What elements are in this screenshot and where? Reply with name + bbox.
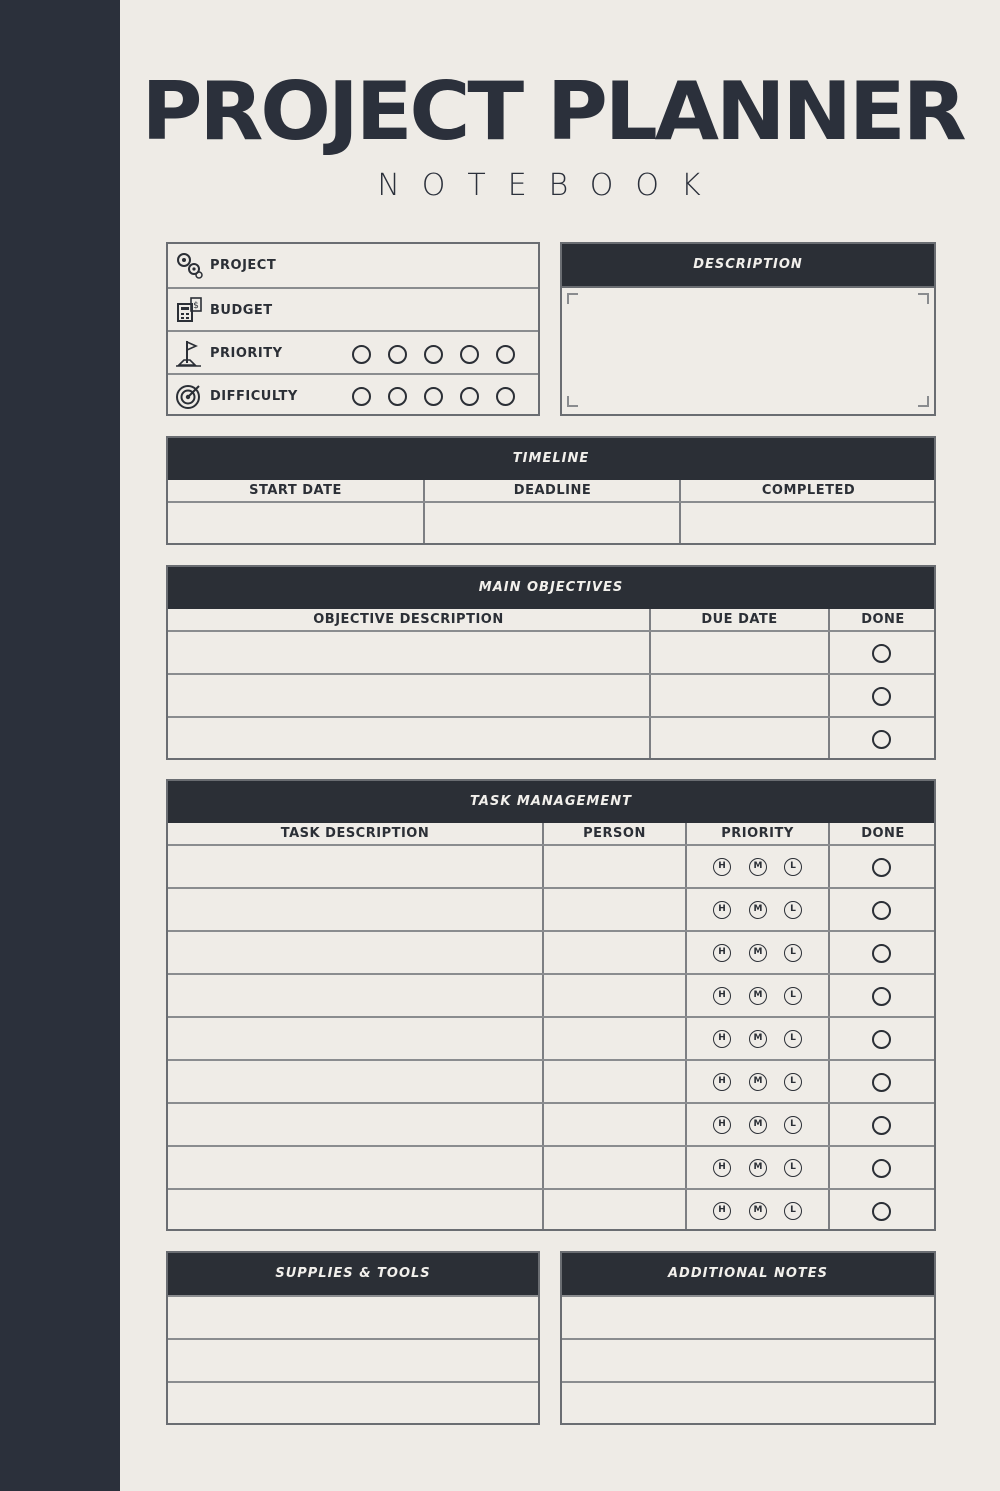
- task-row[interactable]: [168, 973, 934, 1016]
- priority-option-m[interactable]: M: [749, 987, 767, 1005]
- task-row[interactable]: [168, 887, 934, 930]
- priority-option-m[interactable]: M: [749, 1073, 767, 1091]
- tasks-header: TASK MANAGEMENT: [168, 781, 934, 823]
- task-row[interactable]: [168, 930, 934, 973]
- budget-label: BUDGET: [210, 303, 273, 318]
- priority-option-m[interactable]: M: [749, 858, 767, 876]
- notes-line[interactable]: [562, 1381, 934, 1424]
- priority-option-l[interactable]: L: [784, 1073, 802, 1091]
- notes-header: ADDITIONAL NOTES: [562, 1253, 934, 1295]
- priority-option-l[interactable]: L: [784, 1202, 802, 1220]
- task-done-checkbox[interactable]: [872, 1030, 891, 1049]
- start-date-cell[interactable]: [168, 503, 423, 545]
- task-done-checkbox[interactable]: [872, 987, 891, 1006]
- priority-option-h[interactable]: H: [713, 901, 731, 919]
- priority-option-h[interactable]: H: [713, 987, 731, 1005]
- priority-option-m[interactable]: M: [749, 1202, 767, 1220]
- svg-text:$: $: [193, 301, 199, 311]
- priority-option-h[interactable]: H: [713, 858, 731, 876]
- cover-spine: [0, 0, 120, 1491]
- objective-done-checkbox[interactable]: [872, 730, 891, 749]
- page-subtitle: NOTEBOOK: [377, 168, 723, 203]
- deadline-cell[interactable]: [425, 503, 679, 545]
- priority-option-m[interactable]: M: [749, 1030, 767, 1048]
- task-done-checkbox[interactable]: [872, 858, 891, 877]
- difficulty-row: [168, 373, 538, 416]
- priority-option-l[interactable]: L: [784, 858, 802, 876]
- supplies-box: [166, 1251, 540, 1425]
- task-done-checkbox[interactable]: [872, 1116, 891, 1135]
- page-title: PROJECT PLANNER: [141, 65, 964, 158]
- task-row[interactable]: [168, 844, 934, 887]
- difficulty-rating-3[interactable]: [424, 387, 443, 406]
- task-done-checkbox[interactable]: [872, 944, 891, 963]
- difficulty-rating-5[interactable]: [496, 387, 515, 406]
- objective-description-header: OBJECTIVE DESCRIPTION: [313, 612, 504, 627]
- difficulty-rating-2[interactable]: [388, 387, 407, 406]
- task-row[interactable]: [168, 1016, 934, 1059]
- priority-option-h[interactable]: H: [713, 1202, 731, 1220]
- project-row[interactable]: [168, 244, 538, 287]
- notes-box: [560, 1251, 936, 1425]
- gears-icon: [174, 250, 204, 280]
- project-info-box: [166, 242, 540, 416]
- objectives-box: [166, 565, 936, 760]
- notes-line[interactable]: [562, 1295, 934, 1338]
- priority-option-l[interactable]: L: [784, 1159, 802, 1177]
- notes-line[interactable]: [562, 1338, 934, 1381]
- priority-rating-5[interactable]: [496, 345, 515, 364]
- priority-option-h[interactable]: H: [713, 1073, 731, 1091]
- supplies-line[interactable]: [168, 1381, 538, 1424]
- target-icon: [174, 381, 204, 411]
- description-header: DESCRIPTION: [562, 244, 934, 286]
- priority-option-h[interactable]: H: [713, 1030, 731, 1048]
- priority-option-m[interactable]: M: [749, 944, 767, 962]
- project-label: PROJECT: [210, 258, 277, 273]
- start-date-header: START DATE: [249, 483, 342, 498]
- budget-icon: [174, 294, 204, 324]
- priority-option-h[interactable]: H: [713, 944, 731, 962]
- priority-rating-3[interactable]: [424, 345, 443, 364]
- timeline-box: [166, 436, 936, 545]
- due-date-header: DUE DATE: [701, 612, 778, 627]
- task-row[interactable]: [168, 1102, 934, 1145]
- tasks-box: [166, 779, 936, 1231]
- supplies-header: SUPPLIES & TOOLS: [168, 1253, 538, 1295]
- priority-option-h[interactable]: H: [713, 1159, 731, 1177]
- objective-row[interactable]: [168, 673, 934, 716]
- task-row[interactable]: [168, 1059, 934, 1102]
- task-done-checkbox[interactable]: [872, 1159, 891, 1178]
- priority-option-m[interactable]: M: [749, 1116, 767, 1134]
- supplies-line[interactable]: [168, 1338, 538, 1381]
- difficulty-rating-4[interactable]: [460, 387, 479, 406]
- budget-row[interactable]: [168, 287, 538, 330]
- task-done-checkbox[interactable]: [872, 1202, 891, 1221]
- objective-row[interactable]: [168, 630, 934, 673]
- priority-rating-4[interactable]: [460, 345, 479, 364]
- priority-option-l[interactable]: L: [784, 944, 802, 962]
- priority-option-l[interactable]: L: [784, 901, 802, 919]
- priority-option-m[interactable]: M: [749, 1159, 767, 1177]
- completed-header: COMPLETED: [761, 483, 856, 498]
- completed-cell[interactable]: [681, 503, 936, 545]
- objectives-header: MAIN OBJECTIVES: [168, 567, 934, 609]
- description-box: [560, 242, 936, 416]
- priority-option-l[interactable]: L: [784, 1116, 802, 1134]
- objective-done-checkbox[interactable]: [872, 644, 891, 663]
- task-done-checkbox[interactable]: [872, 901, 891, 920]
- deadline-header: DEADLINE: [513, 483, 592, 498]
- priority-row: [168, 330, 538, 373]
- task-row[interactable]: [168, 1188, 934, 1231]
- supplies-line[interactable]: [168, 1295, 538, 1338]
- priority-rating-1[interactable]: [352, 345, 371, 364]
- difficulty-label: DIFFICULTY: [210, 389, 298, 404]
- priority-option-m[interactable]: M: [749, 901, 767, 919]
- difficulty-rating-1[interactable]: [352, 387, 371, 406]
- timeline-header: TIMELINE: [168, 438, 934, 480]
- task-done-checkbox[interactable]: [872, 1073, 891, 1092]
- flag-icon: [174, 338, 204, 368]
- done-header: DONE: [861, 612, 905, 627]
- objective-done-checkbox[interactable]: [872, 687, 891, 706]
- timeline-row: [168, 501, 934, 545]
- person-header: PERSON: [583, 826, 646, 841]
- priority-label: PRIORITY: [210, 346, 283, 361]
- task-description-header: TASK DESCRIPTION: [280, 826, 430, 841]
- priority-option-l[interactable]: L: [784, 1030, 802, 1048]
- task-row[interactable]: [168, 1145, 934, 1188]
- task-priority-header: PRIORITY: [721, 826, 794, 841]
- corner-marks: [562, 288, 934, 414]
- task-done-header: DONE: [861, 826, 905, 841]
- objective-row[interactable]: [168, 716, 934, 759]
- priority-option-l[interactable]: L: [784, 987, 802, 1005]
- description-area[interactable]: [562, 286, 934, 414]
- priority-option-h[interactable]: H: [713, 1116, 731, 1134]
- priority-rating-2[interactable]: [388, 345, 407, 364]
